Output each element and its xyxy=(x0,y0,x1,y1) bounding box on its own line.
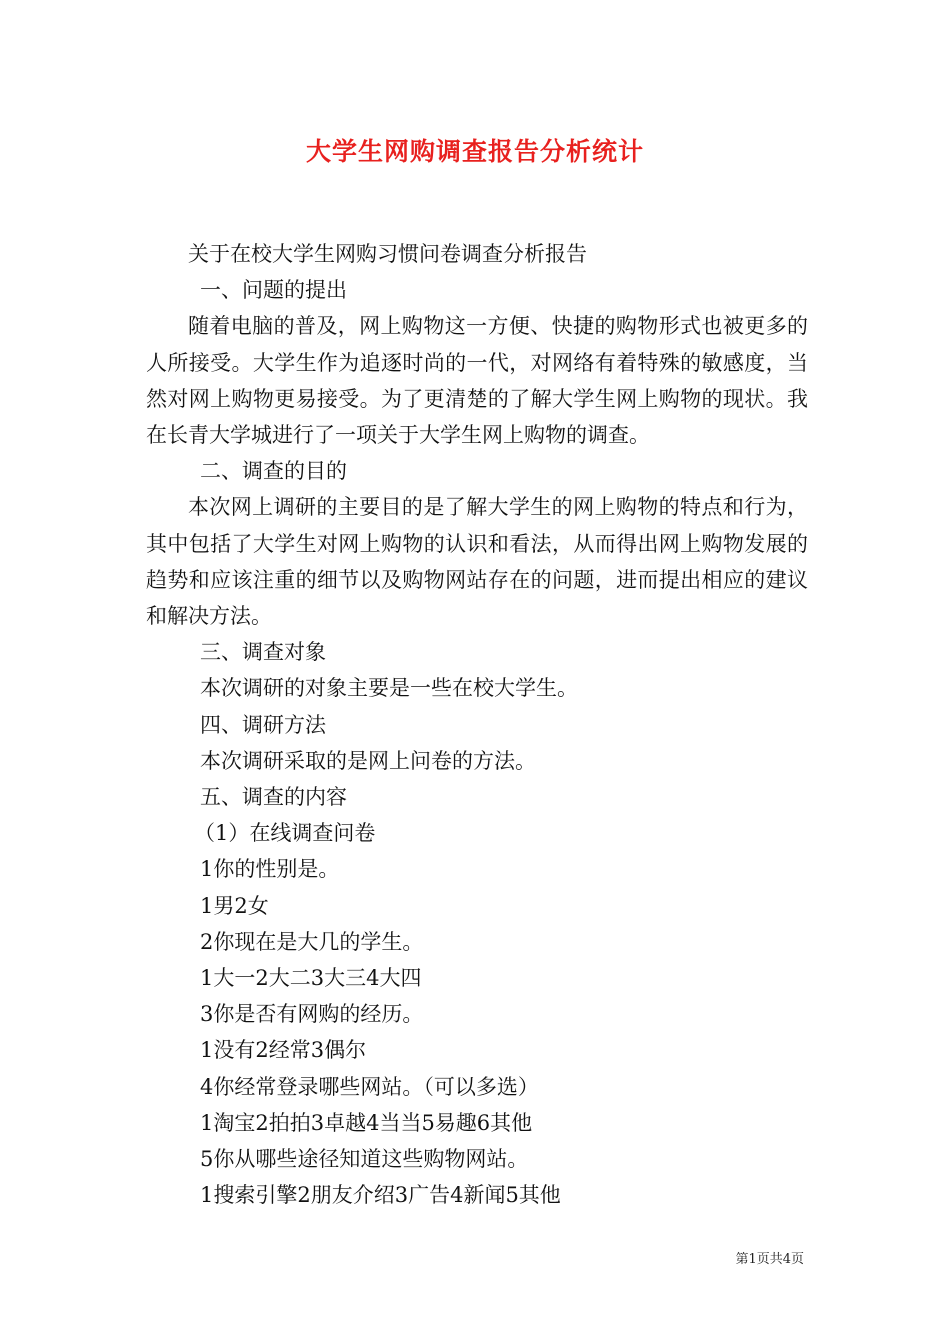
question-line: 5你从哪些途径知道这些购物网站。 xyxy=(200,1147,529,1172)
answer-line: 1男2女 xyxy=(200,893,269,918)
document-body xyxy=(146,236,808,1213)
section-heading: 二、调查的目的 xyxy=(200,459,347,484)
section-paragraph: 随着电脑的普及，网上购物这一方便、快捷的购物形式也被更多的人所接受。大学生作为追逐时尚的一代，对网络有着特殊的敏感度，当然对网上购物更易接受。为了更清楚的了解大学生网上购物的现状。我在长青大学城进行了一项关于大学生网上购物的调查。 xyxy=(146,314,808,448)
section-heading: 一、问题的提出 xyxy=(200,278,347,303)
section-heading: 三、调查对象 xyxy=(200,640,326,665)
section-paragraph: 本次调研采取的是网上问卷的方法。 xyxy=(200,748,536,773)
answer-line: 1没有2经常3偶尔 xyxy=(200,1038,367,1063)
question-line: 3你是否有网购的经历。 xyxy=(200,1002,424,1027)
answer-line: 1淘宝2拍拍3卓越4当当5易趣6其他 xyxy=(200,1110,533,1135)
answer-line: 1大一2大二3大三4大四 xyxy=(200,966,422,991)
section-heading: 四、调研方法 xyxy=(200,712,326,737)
question-line: 4你经常登录哪些网站。（可以多选） xyxy=(200,1074,539,1099)
question-line: 1你的性别是。 xyxy=(200,857,340,882)
subsection-heading: （1）在线调查问卷 xyxy=(194,821,376,846)
section-paragraph: 本次调研的对象主要是一些在校大学生。 xyxy=(200,676,578,701)
document-title: 大学生网购调查报告分析统计 xyxy=(305,137,644,166)
section-heading: 五、调查的内容 xyxy=(200,785,347,810)
intro-line: 关于在校大学生网购习惯问卷调查分析报告 xyxy=(188,242,587,266)
page-indicator: 第1页共4页 xyxy=(735,1252,804,1267)
section-paragraph: 本次网上调研的主要目的是了解大学生的网上购物的特点和行为，其中包括了大学生对网上购物的认识和看法，从而得出网上购物发展的趋势和应该注重的细节以及购物网站存在的问题，进而提出相应的建议和解决方法。 xyxy=(146,495,808,629)
question-line: 2你现在是大几的学生。 xyxy=(200,929,424,954)
answer-line: 1搜索引擎2朋友介绍3广告4新闻5其他 xyxy=(200,1183,561,1208)
